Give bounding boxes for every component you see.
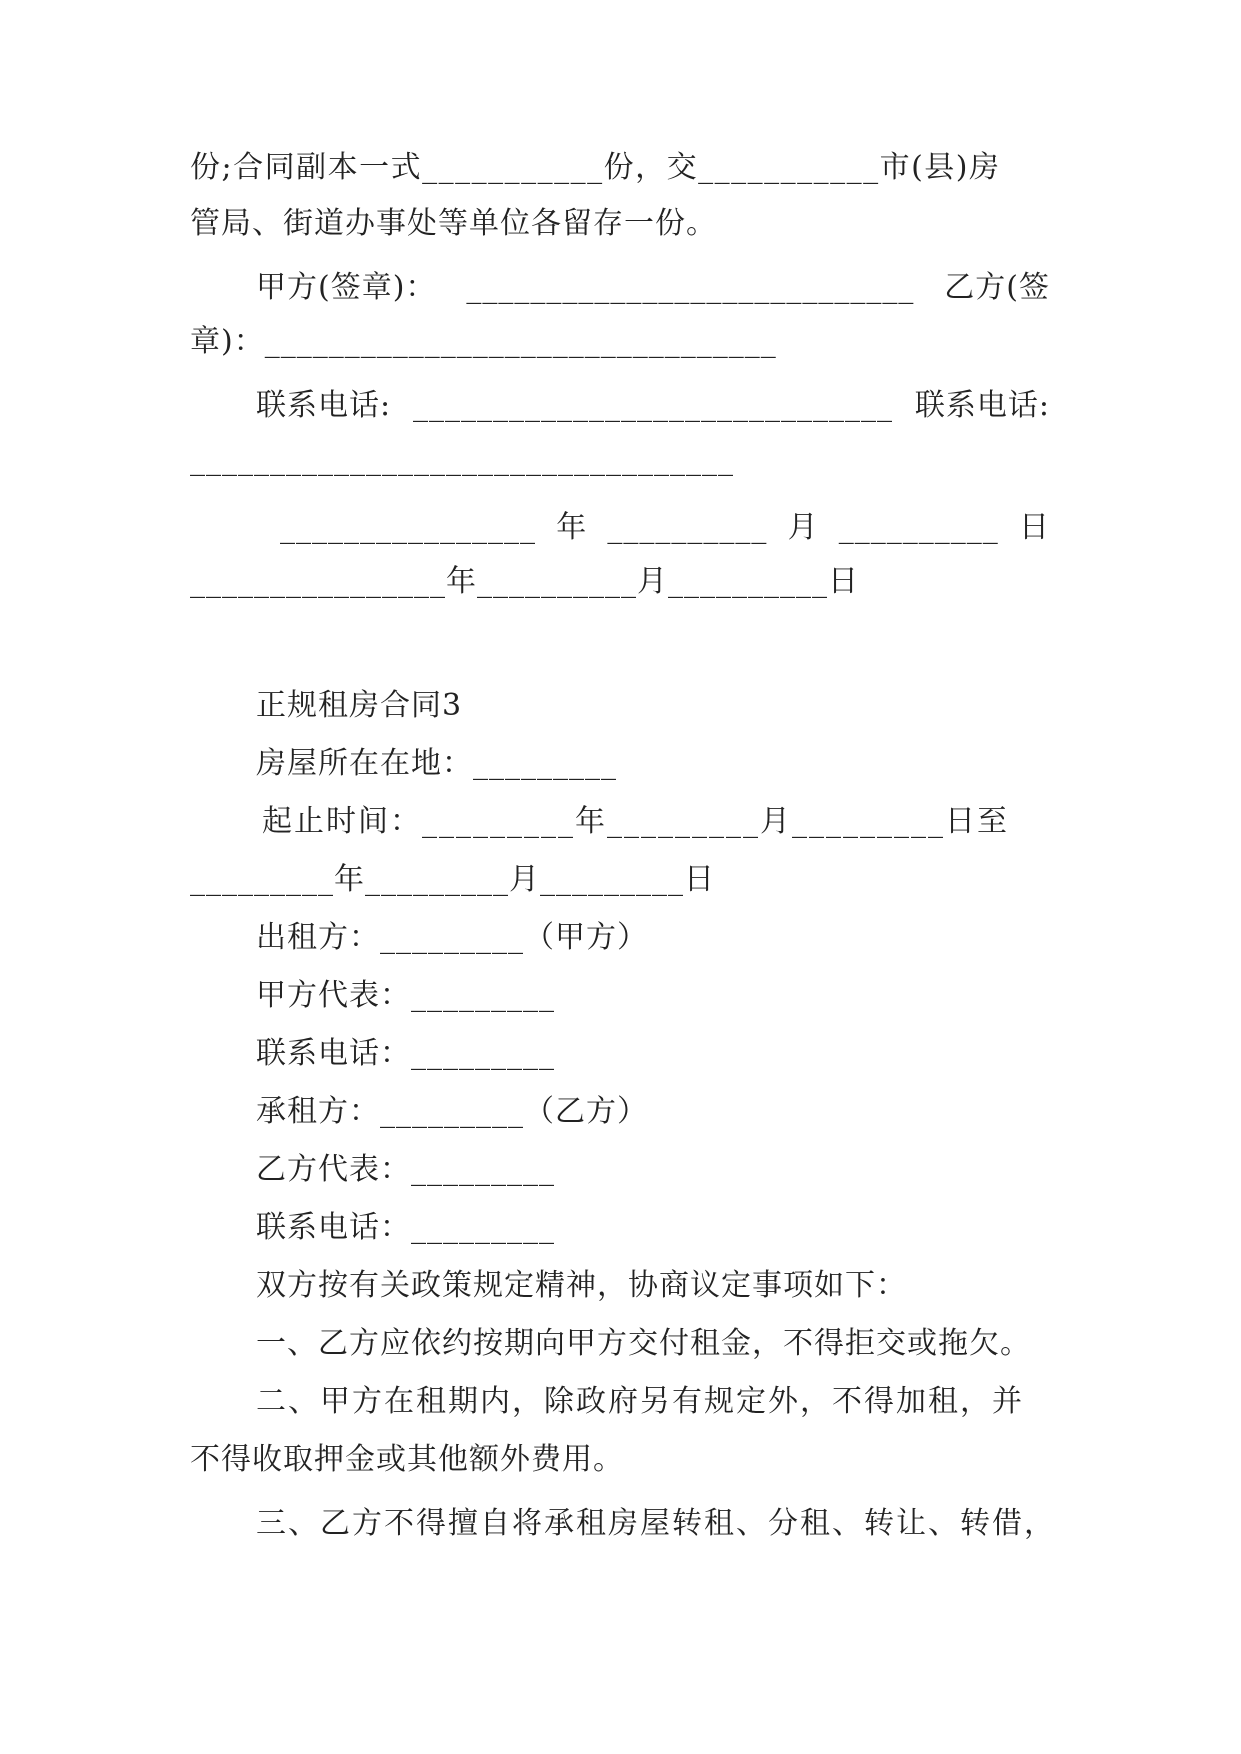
lease-period-line: _________年_________月_________日: [190, 862, 715, 897]
year-blank: ________________: [280, 510, 536, 545]
date-line: [190, 508, 1050, 548]
party-a-phone-line: 联系电话：_________: [256, 1036, 555, 1071]
section-title: 正规租房合同3: [256, 688, 463, 723]
party-b-seal-label: 乙方(签: [944, 270, 1050, 305]
paragraph-line: __________________________________: [190, 442, 734, 477]
day-label: 日: [1018, 510, 1050, 545]
paragraph-line: 章)：________________________________: [190, 324, 777, 359]
lessee-line: 承租方：_________（乙方）: [256, 1094, 648, 1129]
month-label: 月: [787, 510, 819, 545]
party-a-seal-label: 甲方(签章)：: [256, 270, 437, 305]
clause-3: 三、乙方不得擅自将承租房屋转租、分租、转让、转借，: [256, 1506, 1056, 1541]
lessor-line: 出租方：_________（甲方）: [256, 920, 648, 955]
party-b-representative-line: 乙方代表：_________: [256, 1152, 555, 1187]
party-b-phone-label: 联系电话:: [914, 388, 1050, 423]
clause-1: 一、乙方应依约按期向甲方交付租金，不得拒交或拖欠。: [256, 1326, 1031, 1361]
date-line: ________________年__________月__________日: [190, 564, 859, 599]
clause-2: 二、甲方在租期内，除政府另有规定外，不得加租，并: [256, 1384, 1024, 1419]
clause-2-continued: 不得收取押金或其他额外费用。: [190, 1442, 624, 1477]
paragraph-line: 双方按有关政策规定精神，协商议定事项如下：: [256, 1268, 907, 1303]
party-a-seal-blank: ____________________________: [466, 270, 915, 305]
paragraph-line: 管局、街道办事处等单位各留存一份。: [190, 206, 717, 241]
party-a-phone-label: 联系电话:: [256, 388, 392, 423]
day-blank: __________: [838, 510, 999, 545]
paragraph-line: 份;合同副本一式___________份，交___________市(县)房: [190, 150, 1001, 185]
party-a-phone-blank: ______________________________: [413, 388, 893, 423]
signature-line-parties: [190, 268, 1050, 308]
phone-line-parties: [190, 386, 1050, 426]
party-b-phone-line: 联系电话：_________: [256, 1210, 555, 1245]
party-a-representative-line: 甲方代表：_________: [256, 978, 555, 1013]
property-location-line: 房屋所在在地：_________: [256, 746, 617, 781]
lease-period-line: 起止时间：_________年_________月_________日至: [262, 804, 1009, 839]
month-blank: __________: [607, 510, 768, 545]
year-label: 年: [556, 510, 588, 545]
